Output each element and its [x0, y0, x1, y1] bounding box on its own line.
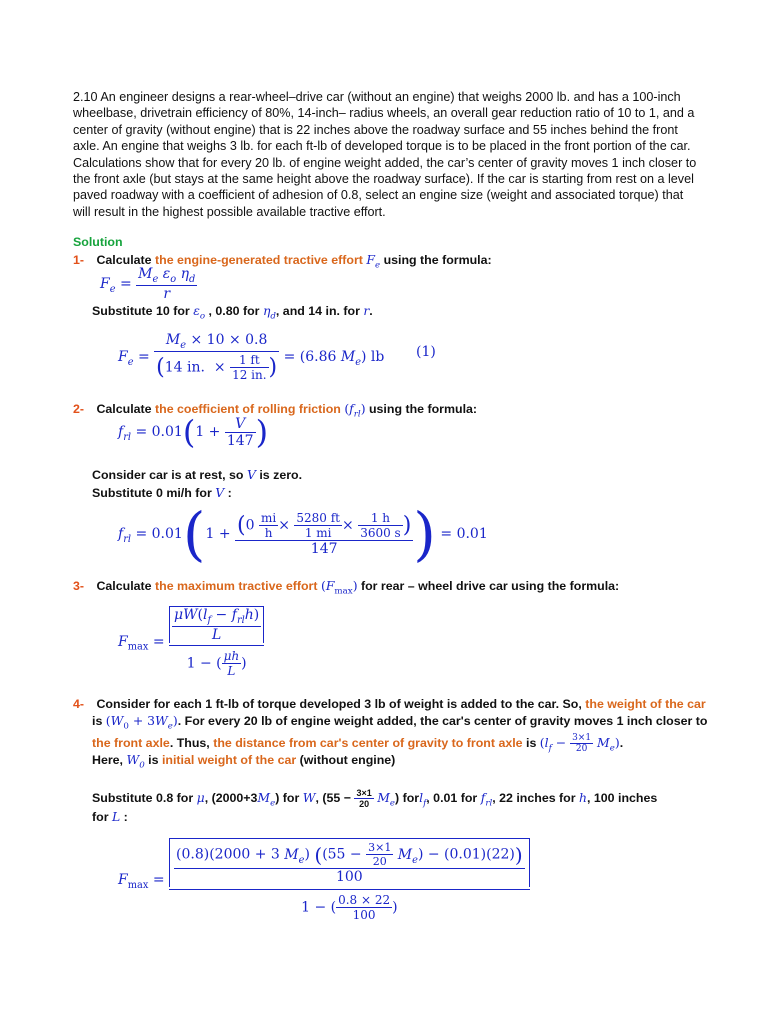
substitution-2: Substitute 0 mi/h for V :	[92, 485, 232, 500]
step-4-line-1: 4- Consider for each 1 ft-lb of torque developed 3 lb of weight is added to the car. So, the weight of the car	[73, 697, 706, 711]
step-highlight: the maximum tractive effort	[155, 579, 318, 593]
solution-heading: Solution	[73, 235, 123, 249]
step-4-line-4: Here, $W_0$ is initial weight of the car (without engine)	[92, 752, 396, 771]
step-2-header: 2- Calculate the coefficient of rolling friction $(f_{rl})$ using the formula:	[73, 401, 478, 420]
step-text: using the formula:	[380, 253, 492, 267]
formula-frl: $f_{rl} = 0.01(1$ + $\frac{V}{147}$ )	[118, 413, 269, 451]
step-4-line-2: is $(W_0 + 3W_e)$. For every 20 lb of engine weight added, the car's center of gravity moves 1 inch closer to	[92, 713, 708, 732]
problem-statement: 2.10 An engineer designs a rear-wheel–drive car (without an engine) that weighs 2000 lb. and has a 100-inch wheelbase, drivetrain efficiency of 80%, 14-inch– radius wheels, an overall gear reduction ratio of 10 to 1, and a center of gravity (without engine) that is 22 inches above the roadway surface and 55 inches behind the front axle. An engine that weighs 3 lb. for each ft-lb of developed torque is to be placed in the front portion of the car. Calculations show that for every 20 lb. of engine weight added, the car’s center of gravity moves 1 inch closer to the front axle (but stays at the same height above the roadway surface). If the car is starting from rest on a level paved roadway with a coefficient of adhesion of 0.8, select an engine size (weight and associated torque) that will result in the highest possible available tractive effort.	[73, 90, 697, 219]
equation-fmax-value: $F_{max}$ = (0.8)(2000 + 3 $M_e$) ((55 − $\frac{3\times 1}{20}$ $M_e) - (0.01)(22)$) 100 1 − ( $\frac{0.8 \times 22}{100}$ )	[118, 838, 530, 922]
step-highlight: the engine-generated tractive effort	[155, 253, 363, 267]
step-number: 1-	[73, 253, 85, 267]
step-4-line-3: the front axle. Thus, the distance from car's center of gravity to front axle is ($l_f$ − $\frac{3\times 1}{20}$ $M_e$).	[92, 733, 624, 754]
step-highlight: the coefficient of rolling friction	[155, 402, 341, 416]
substitution-4-line-2: for L :	[92, 809, 128, 824]
step-number: 2-	[73, 402, 85, 416]
symbol-fe: $F_e$	[366, 252, 381, 271]
step-text: Calculate	[96, 253, 155, 267]
step-highlight: the weight of the car	[585, 697, 706, 711]
rest-condition: Consider car is at rest, so V is zero.	[92, 467, 303, 482]
equation-number: (1)	[416, 344, 436, 360]
equation-frl-value: $f_{rl} = 0.01(1$ + (0 $\frac{mi}{h}$ × $\frac{5280 ft}{1 mi}$ × $\frac{1 h}{3600 s}$ ) 147 ) = 0.01	[118, 500, 488, 568]
equation-fe-value: $F_e$ = $M_e \times 10 \times 0.8$ (14 in. × $\frac{1 ft}{12 in.}$ ) = (6.86 $M_e$) lb	[118, 332, 385, 382]
formula-fe: $F_e$ = $\frac{M_e \varepsilon_o \eta_d}{r}$	[100, 266, 196, 302]
step-number: 4-	[73, 697, 85, 711]
substitution-4-line-1: Substitute 0.8 for μ, $(2000+3M_e)$ for W, (55 − $\frac{3\times 1}{20}$ $M_e$) forl$_f$, 0.01 for $f_{rl}$, 22 inches for h, 100 inches	[92, 788, 658, 809]
step-number: 3-	[73, 579, 85, 593]
step-3-header: 3- Calculate the maximum tractive effort $(F_{max})$ for rear – wheel drive car using the formula:	[73, 578, 620, 597]
substitution-1: Substitute 10 for $\varepsilon_o$ , 0.80 for $\eta_d$, and 14 in. for r.	[92, 303, 373, 322]
formula-fmax: $F_{max}$ = $\frac{\mu W(l_f - f_{rl}h)}{L}$ 1 − ( $\frac{\mu h}{L}$ )	[118, 606, 264, 678]
